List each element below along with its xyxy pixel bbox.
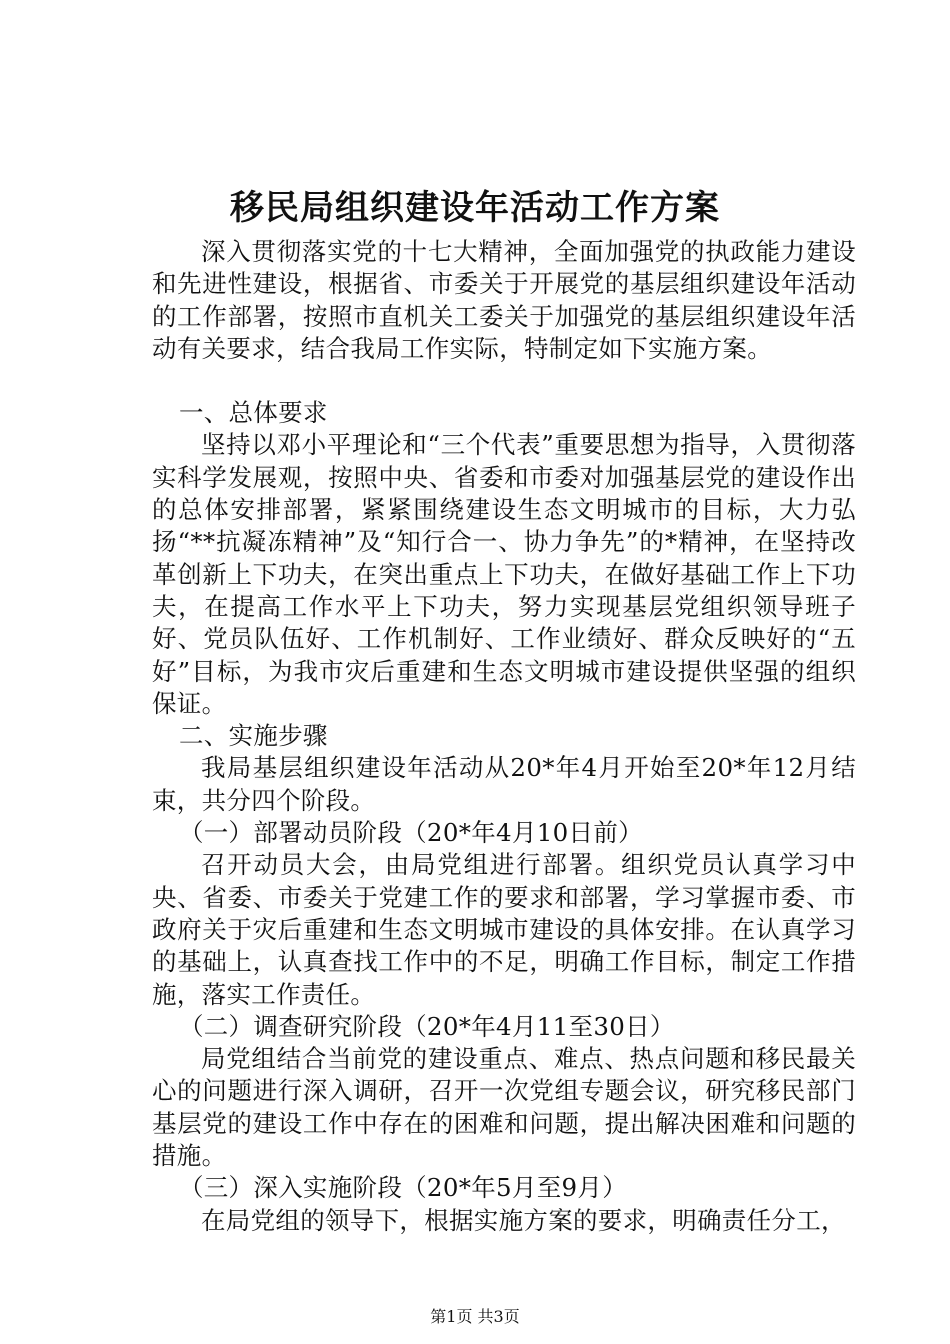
page-number-footer: 第1页 共3页 (430, 1307, 520, 1326)
phase-3-paragraph: 在局党组的领导下，根据实施方案的要求，明确责任分工， (201, 1205, 846, 1235)
phase-1-heading: （一）部署动员阶段（20*年4月10日前） (178, 818, 643, 848)
phase-2-paragraph: 局党组结合当前党的建设重点、难点、热点问题和移民最关心的问题进行深入调研，召开一次党组专题会议，研究移民部门基层党的建设工作中存在的困难和问题，提出解决困难和问题的措施。 (152, 1044, 856, 1171)
intro-paragraph: 深入贯彻落实党的十七大精神，全面加强党的执政能力建设和先进性建设，根据省、市委关于开展党的基层组织建设年活动的工作部署，按照市直机关工委关于加强党的基层组织建设年活动有关要求，结合我局工作实际，特制定如下实施方案。 (152, 237, 856, 363)
phase-3-heading: （三）深入实施阶段（20*年5月至9月） (178, 1173, 628, 1203)
section-2-heading: 二、实施步骤 (178, 721, 328, 751)
phase-2-heading: （二）调查研究阶段（20*年4月11至30日） (178, 1011, 675, 1041)
document-body (152, 236, 856, 1237)
paragraph-spacer (152, 365, 856, 397)
section-1-paragraph: 坚持以邓小平理论和“三个代表”重要思想为指导，入贯彻落实科学发展观，按照中央、省委和市委对加强基层党的建设作出的总体安排部署，紧紧围绕建设生态文明城市的目标，大力弘扬“**抗凝冻精神”及“知行合一、协力争先”的*精神，在坚持改革创新上下功夫，在突出重点上下功夫，在做好基础工作上下功夫，在提高工作水平上下功夫，努力实现基层党组织领导班子好、党员队伍好、工作机制好、工作业绩好、群众反映好的“五好”目标，为我市灾后重建和生态文明城市建设提供坚强的组织保证。 (152, 430, 857, 718)
section-1-heading: 一、总体要求 (178, 398, 328, 428)
section-2-intro-paragraph: 我局基层组织建设年活动从20*年4月开始至20*年12月结束，共分四个阶段。 (152, 753, 856, 815)
phase-1-paragraph: 召开动员大会，由局党组进行部署。组织党员认真学习中央、省委、市委关于党建工作的要求和部署，学习掌握市委、市政府关于灾后重建和生态文明城市建设的具体安排。在认真学习的基础上，认真查找工作中的不足，明确工作目标，制定工作措施，落实工作责任。 (152, 850, 856, 1009)
document-title: 移民局组织建设年活动工作方案 (230, 188, 720, 228)
